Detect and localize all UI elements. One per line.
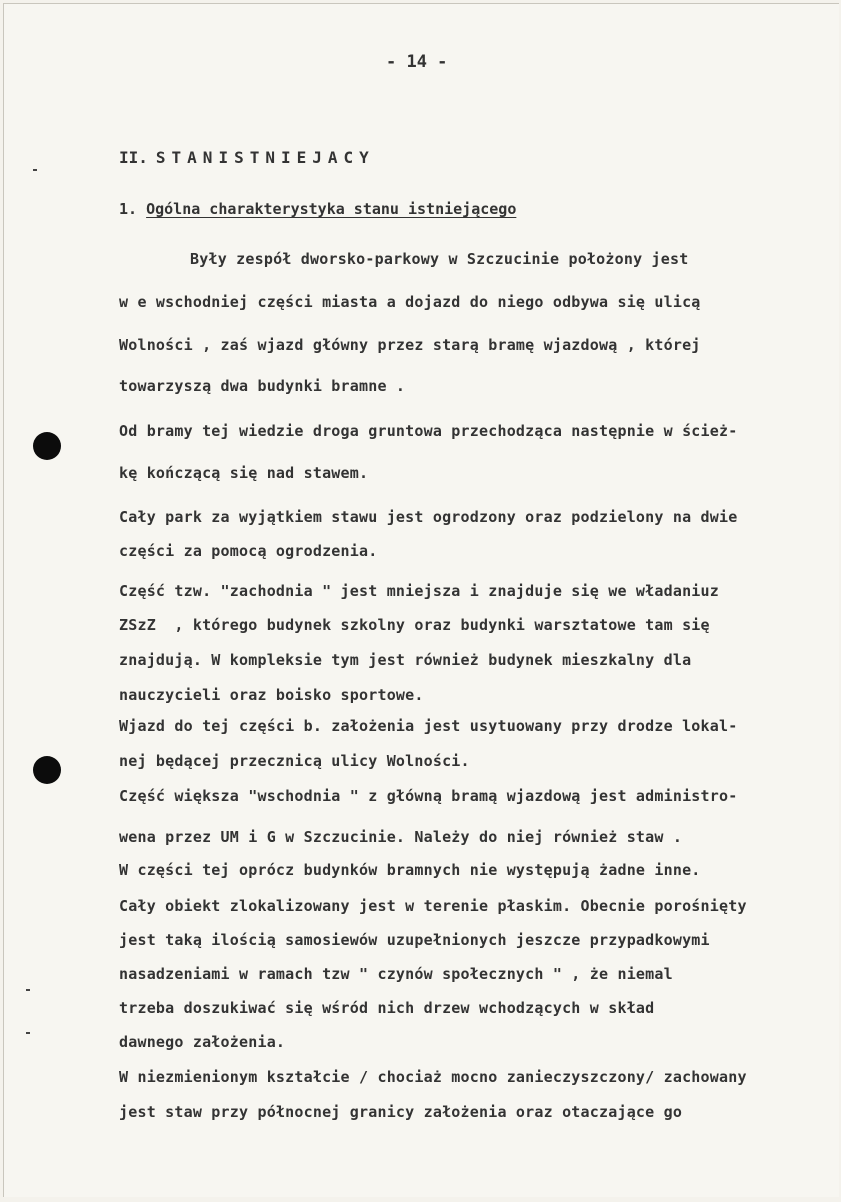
text-line: wena przez UM i G w Szczucinie. Należy do niej również staw . [119,828,683,846]
text-line: w e wschodniej części miasta a dojazd do niego odbywa się ulicą [119,293,701,311]
text-line: Od bramy tej wiedzie droga gruntowa przechodząca następnie w ścież- [119,422,738,440]
text-line: kę kończącą się nad stawem. [119,464,369,482]
text-line: części za pomocą ogrodzenia. [119,542,378,560]
subsection-title: Ogólna charakterystyka stanu istniejącego [146,200,517,218]
margin-mark [33,169,37,171]
section-title: STANISTNIEJACY [155,148,375,167]
punch-hole [33,756,61,784]
text-line: W części tej oprócz budynków bramnych nie występują żadne inne. [119,861,701,879]
section-numeral: II. [119,148,148,167]
page-number: - 14 - [386,52,448,72]
text-line: jest staw przy północnej granicy założenia oraz otaczające go [119,1103,683,1121]
text-line: nej będącej przecznicą ulicy Wolności. [119,752,470,770]
section-heading [119,148,375,167]
document-page [3,3,839,1197]
text-line: znajdują. W kompleksie tym jest również budynek mieszkalny dla [119,651,692,669]
margin-mark [26,1032,30,1034]
text-line: Cały obiekt zlokalizowany jest w terenie płaskim. Obecnie porośnięty [119,897,747,915]
text-line: Cały park za wyjątkiem stawu jest ogrodzony oraz podzielony na dwie [119,508,738,526]
text-line: Część tzw. "zachodnia " jest mniejsza i znajduje się we władaniuz [119,582,719,600]
subsection-heading [119,200,516,218]
text-line: Wolności , zaś wjazd główny przez starą bramę wjazdową , której [119,336,701,354]
punch-hole [33,432,61,460]
text-line: ZSzZ , którego budynek szkolny oraz budynki warsztatowe tam się [119,616,710,634]
text-line: nasadzeniami w ramach tzw " czynów społecznych " , że niemal [119,965,673,983]
text-line: W niezmienionym kształcie / chociaż mocno zanieczyszczony/ zachowany [119,1068,747,1086]
text-line: jest taką ilością samosiewów uzupełnionych jeszcze przypadkowymi [119,931,710,949]
text-line: nauczycieli oraz boisko sportowe. [119,686,424,704]
text-line: trzeba doszukiwać się wśród nich drzew wchodzących w skład [119,999,655,1017]
subsection-number: 1. [119,200,138,218]
text-line: Część większa "wschodnia " z główną bramą wjazdową jest administro- [119,787,738,805]
text-line: Były zespół dworsko-parkowy w Szczucinie położony jest [190,250,689,268]
margin-mark [26,989,30,991]
text-line: Wjazd do tej części b. założenia jest usytuowany przy drodze lokal- [119,717,738,735]
text-line: towarzyszą dwa budynki bramne . [119,377,406,395]
text-line: dawnego założenia. [119,1033,286,1051]
